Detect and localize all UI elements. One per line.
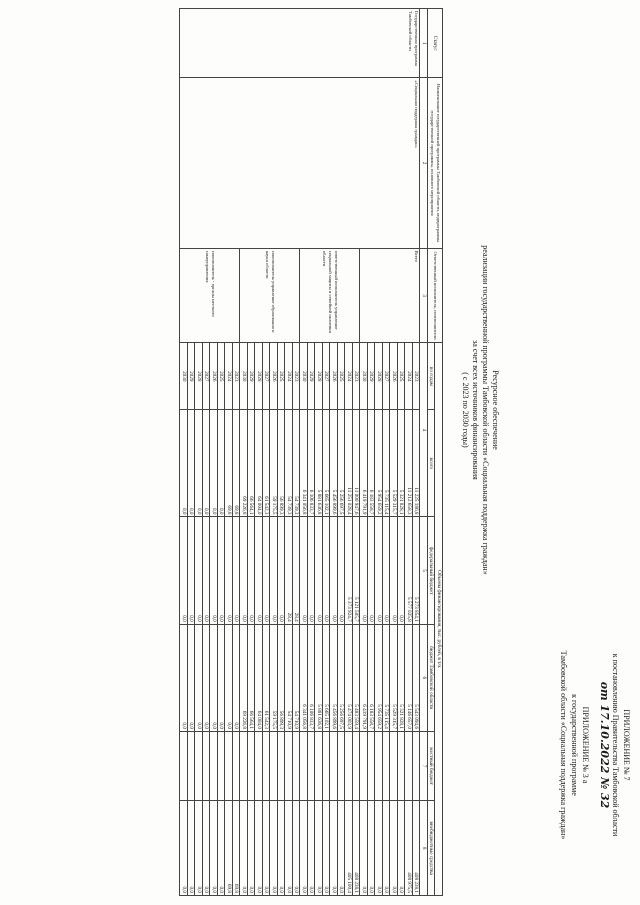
- year-cell: 2025: [218, 343, 226, 410]
- regional-cell: 6 183 558,7: [368, 624, 376, 731]
- title-line-1: Ресурсное обеспечение: [491, 370, 500, 450]
- extra-cell: 0,0: [368, 801, 376, 896]
- total-cell: 0,0: [218, 410, 226, 517]
- year-cell: 2026: [270, 343, 278, 410]
- total-cell: 5 321 828,1: [398, 410, 406, 517]
- col-year: по годам: [428, 343, 436, 410]
- federal-cell: 0,0: [210, 517, 218, 624]
- regional-cell: 5 543 094,6: [413, 624, 421, 731]
- extra-cell: 0,0: [300, 801, 308, 896]
- executor-cell: соисполнитель - органы местного самоуправления: [180, 248, 240, 343]
- year-cell: 2027: [383, 343, 391, 410]
- extra-cell: 0,0: [293, 801, 301, 896]
- year-cell: 2028: [255, 343, 263, 410]
- local-cell: [180, 731, 188, 800]
- regional-cell: 5 665 102,1: [323, 624, 331, 731]
- extra-cell: 0,0: [218, 801, 226, 896]
- regional-cell: 6 106 833,7: [308, 624, 316, 731]
- regional-cell: 0,0: [233, 624, 241, 731]
- col-executor: Ответственный исполнитель, соисполнители: [428, 248, 443, 343]
- regional-cell: 0,0: [188, 624, 196, 731]
- local-cell: [218, 731, 226, 800]
- total-cell: 61 542,3: [263, 410, 271, 517]
- local-cell: [195, 731, 203, 800]
- total-cell: 0,0: [210, 410, 218, 517]
- regional-cell: 0,0: [180, 624, 188, 731]
- federal-cell: 0,0: [375, 517, 383, 624]
- regional-cell: 5 146 657,0: [405, 624, 413, 731]
- total-cell: 5 256 697,5: [338, 410, 346, 517]
- local-cell: [353, 731, 361, 800]
- regional-cell: 0,0: [218, 624, 226, 731]
- regional-cell: 59 175,5: [270, 624, 278, 731]
- year-cell: 2027: [203, 343, 211, 410]
- year-cell: 2029: [248, 343, 256, 410]
- year-cell: 2025: [398, 343, 406, 410]
- col-funding-group: Объемы финансирования, тыс. рублей, в т.ч.: [435, 343, 443, 896]
- total-cell: 5 529 315,7: [390, 410, 398, 517]
- col-num-7: 7: [420, 731, 428, 800]
- local-cell: [300, 731, 308, 800]
- federal-cell: 5 577 025,8: [405, 517, 413, 624]
- col-regional: бюджет Тамбовской области: [428, 624, 436, 731]
- handwritten-date-number: от 17.10.2022 № 32: [598, 681, 611, 809]
- local-cell: [203, 731, 211, 800]
- program-name: Тамбовской области «Социальная поддержка граждан»: [559, 650, 568, 840]
- local-cell: [308, 731, 316, 800]
- col-num-5: 5: [420, 517, 428, 624]
- federal-cell: 0,0: [270, 517, 278, 624]
- col-num-4: 4: [420, 343, 428, 517]
- total-cell: 69,8: [233, 410, 241, 517]
- federal-cell: 28,4: [293, 517, 301, 624]
- table-row: [413, 9, 421, 896]
- federal-cell: 0,0: [315, 517, 323, 624]
- total-cell: 0,0: [203, 410, 211, 517]
- total-cell: 6 183 558,7: [368, 410, 376, 517]
- extra-cell: 0,0: [390, 801, 398, 896]
- federal-cell: 0,0: [263, 517, 271, 624]
- total-cell: 5 954 659,2: [375, 410, 383, 517]
- title-line-2: реализации государственной программы Тамбовской области «Социальная поддержка граждан»: [481, 245, 490, 575]
- federal-cell: 0,0: [180, 517, 188, 624]
- appendix-7-label: ПРИЛОЖЕНИЕ № 7: [622, 709, 631, 781]
- regional-cell: 54 710,9: [285, 624, 293, 731]
- local-cell: [233, 731, 241, 800]
- local-cell: [255, 731, 263, 800]
- total-cell: 11 000 947,6: [353, 410, 361, 517]
- regional-cell: 5 954 659,2: [375, 624, 383, 731]
- local-cell: [330, 731, 338, 800]
- year-cell: 2024: [345, 343, 353, 410]
- extra-cell: 69,8: [233, 801, 241, 896]
- extra-cell: 0,0: [180, 801, 188, 896]
- total-cell: 0,0: [180, 410, 188, 517]
- year-cell: 2029: [308, 343, 316, 410]
- local-cell: [383, 731, 391, 800]
- year-cell: 2023: [293, 343, 301, 410]
- regional-cell: 5 529 315,7: [390, 624, 398, 731]
- extra-cell: 0,0: [315, 801, 323, 896]
- col-num-3: 3: [420, 248, 428, 343]
- program-status-cell: Государственная программа Тамбовской области: [180, 9, 420, 78]
- federal-cell: 0,0: [203, 517, 211, 624]
- extra-cell: 0,0: [203, 801, 211, 896]
- local-cell: [405, 731, 413, 800]
- total-cell: 69,8: [225, 410, 233, 517]
- document-header: [558, 610, 632, 880]
- federal-cell: 0,0: [248, 517, 256, 624]
- federal-cell: 0,0: [300, 517, 308, 624]
- decree-reference: к постановлению Правительства Тамбовской области: [611, 653, 620, 837]
- year-cell: 2030: [240, 343, 248, 410]
- total-cell: 54 739,3: [285, 410, 293, 517]
- extra-cell: 408 238,1: [413, 801, 421, 896]
- regional-cell: 0,0: [210, 624, 218, 731]
- year-cell: 2030: [300, 343, 308, 410]
- year-cell: 2028: [375, 343, 383, 410]
- regional-cell: 0,0: [203, 624, 211, 731]
- year-cell: 2023: [233, 343, 241, 410]
- extra-cell: 0,0: [255, 801, 263, 896]
- total-cell: 11 251 028,4: [345, 410, 353, 517]
- regional-cell: 5 735 115,4: [383, 624, 391, 731]
- col-num-1: 1: [420, 9, 428, 78]
- local-cell: [210, 731, 218, 800]
- federal-cell: 28,4: [285, 517, 293, 624]
- total-cell: 54 739,3: [293, 410, 301, 517]
- extra-cell: 0,0: [308, 801, 316, 896]
- year-cell: 2028: [195, 343, 203, 410]
- col-num-6: 6: [420, 624, 428, 731]
- local-cell: [375, 731, 383, 800]
- program-name-cell: «Социальная поддержка граждан»: [180, 78, 420, 248]
- year-cell: 2028: [315, 343, 323, 410]
- col-local: местный бюджет: [428, 731, 436, 800]
- total-cell: 11 212 658,3: [405, 410, 413, 517]
- federal-cell: 5 373 924,7: [345, 517, 353, 624]
- regional-cell: 56 899,3: [278, 624, 286, 731]
- federal-cell: 5 121 505,7: [353, 517, 361, 624]
- year-cell: 2026: [210, 343, 218, 410]
- federal-cell: 0,0: [308, 517, 316, 624]
- year-cell: 2029: [188, 343, 196, 410]
- total-cell: 6 341 056,8: [300, 410, 308, 517]
- year-cell: 2030: [360, 343, 368, 410]
- year-cell: 2029: [368, 343, 376, 410]
- local-cell: [278, 731, 286, 800]
- local-cell: [263, 731, 271, 800]
- local-cell: [240, 731, 248, 800]
- extra-cell: 0,0: [398, 801, 406, 896]
- extra-cell: 0,0: [263, 801, 271, 896]
- appendix-3a-label: ПРИЛОЖЕНИЕ № 3 а: [581, 706, 590, 784]
- local-cell: [368, 731, 376, 800]
- total-cell: 11 225 186,8: [413, 410, 421, 517]
- federal-cell: 5 273 854,1: [413, 517, 421, 624]
- federal-cell: 0,0: [323, 517, 331, 624]
- federal-cell: 0,0: [278, 517, 286, 624]
- regional-cell: 64 004,0: [255, 624, 263, 731]
- federal-cell: 0,0: [338, 517, 346, 624]
- col-name: Наименование государственной программы Тамбовской области, подпрограммы государственной программы, основного мероприятия: [428, 78, 443, 248]
- federal-cell: 0,0: [225, 517, 233, 624]
- regional-cell: 6 419 791,9: [360, 624, 368, 731]
- regional-cell: 0,0: [195, 624, 203, 731]
- year-cell: 2027: [323, 343, 331, 410]
- extra-cell: 69,8: [225, 801, 233, 896]
- total-cell: 56 899,3: [278, 410, 286, 517]
- local-cell: [270, 731, 278, 800]
- total-cell: 66 564,1: [248, 410, 256, 517]
- regional-cell: 5 321 828,1: [398, 624, 406, 731]
- local-cell: [390, 731, 398, 800]
- regional-cell: 69 226,8: [240, 624, 248, 731]
- year-cell: 2026: [330, 343, 338, 410]
- executor-cell: соисполнитель управление образования и науки области: [240, 248, 300, 343]
- extra-cell: 405 100,4: [345, 801, 353, 896]
- title-line-3: за счет всех источников финансирования: [471, 340, 480, 480]
- total-cell: 5 735 115,4: [383, 410, 391, 517]
- funding-table: [180, 8, 444, 896]
- local-cell: [285, 731, 293, 800]
- col-total: всего: [428, 410, 436, 517]
- local-cell: [323, 731, 331, 800]
- local-cell: [248, 731, 256, 800]
- federal-cell: 0,0: [195, 517, 203, 624]
- year-cell: 2030: [180, 343, 188, 410]
- col-extra: внебюджетные средства: [428, 801, 436, 896]
- extra-cell: 0,0: [240, 801, 248, 896]
- year-cell: 2025: [338, 343, 346, 410]
- col-num-8: 8: [420, 801, 428, 896]
- total-cell: 5 665 102,1: [323, 410, 331, 517]
- local-cell: [293, 731, 301, 800]
- extra-cell: 0,0: [285, 801, 293, 896]
- local-cell: [315, 731, 323, 800]
- title-line-4: ( с 2023 по 2030 годы): [461, 372, 470, 448]
- executor-cell: ответственный исполнитель управление социальной защиты и семейной политики области: [300, 248, 360, 343]
- federal-cell: 0,0: [383, 517, 391, 624]
- extra-cell: 0,0: [360, 801, 368, 896]
- extra-cell: 408 238,1: [353, 801, 361, 896]
- federal-cell: 0,0: [218, 517, 226, 624]
- local-cell: [188, 731, 196, 800]
- extra-cell: 0,0: [188, 801, 196, 896]
- extra-cell: 0,0: [270, 801, 278, 896]
- year-cell: 2023: [353, 343, 361, 410]
- federal-cell: 0,0: [390, 517, 398, 624]
- federal-cell: 0,0: [188, 517, 196, 624]
- federal-cell: 0,0: [398, 517, 406, 624]
- year-cell: 2023: [413, 343, 421, 410]
- extra-cell: 0,0: [278, 801, 286, 896]
- total-cell: 5 456 899,6: [330, 410, 338, 517]
- extra-cell: 0,0: [330, 801, 338, 896]
- regional-cell: 5 256 697,5: [338, 624, 346, 731]
- federal-cell: 0,0: [368, 517, 376, 624]
- year-cell: 2026: [390, 343, 398, 410]
- program-reference: к государственной программе: [570, 694, 579, 796]
- total-cell: 0,0: [195, 410, 203, 517]
- regional-cell: 5 474 003,9: [345, 624, 353, 731]
- extra-cell: 0,0: [375, 801, 383, 896]
- col-status: Статус: [428, 9, 443, 78]
- table-body: [180, 9, 420, 896]
- total-cell: 5 881 636,8: [315, 410, 323, 517]
- executor-cell: Всего: [360, 248, 420, 343]
- local-cell: [338, 731, 346, 800]
- federal-cell: 0,0: [233, 517, 241, 624]
- local-cell: [413, 731, 421, 800]
- regional-cell: 5 483 559,4: [353, 624, 361, 731]
- extra-cell: 0,0: [323, 801, 331, 896]
- regional-cell: 66 564,1: [248, 624, 256, 731]
- extra-cell: 408 975,5: [405, 801, 413, 896]
- federal-cell: 0,0: [360, 517, 368, 624]
- document-title: [460, 150, 500, 670]
- local-cell: [360, 731, 368, 800]
- total-cell: 6 419 791,9: [360, 410, 368, 517]
- extra-cell: 0,0: [338, 801, 346, 896]
- year-cell: 2024: [405, 343, 413, 410]
- year-cell: 2027: [263, 343, 271, 410]
- local-cell: [345, 731, 353, 800]
- regional-cell: 5 456 899,6: [330, 624, 338, 731]
- local-cell: [225, 731, 233, 800]
- regional-cell: 0,0: [225, 624, 233, 731]
- regional-cell: 54 710,9: [293, 624, 301, 731]
- year-cell: 2024: [285, 343, 293, 410]
- total-cell: 69 226,8: [240, 410, 248, 517]
- total-cell: 6 106 833,7: [308, 410, 316, 517]
- total-cell: 59 175,5: [270, 410, 278, 517]
- extra-cell: 0,0: [210, 801, 218, 896]
- federal-cell: 0,0: [255, 517, 263, 624]
- extra-cell: 0,0: [195, 801, 203, 896]
- year-cell: 2024: [225, 343, 233, 410]
- year-cell: 2025: [278, 343, 286, 410]
- regional-cell: 6 341 056,8: [300, 624, 308, 731]
- local-cell: [398, 731, 406, 800]
- total-cell: 0,0: [188, 410, 196, 517]
- regional-cell: 61 542,3: [263, 624, 271, 731]
- federal-cell: 0,0: [240, 517, 248, 624]
- total-cell: 64 004,0: [255, 410, 263, 517]
- col-num-2: 2: [420, 78, 428, 248]
- federal-cell: 0,0: [330, 517, 338, 624]
- col-federal: федеральный бюджет: [428, 517, 436, 624]
- extra-cell: 0,0: [383, 801, 391, 896]
- extra-cell: 0,0: [248, 801, 256, 896]
- regional-cell: 5 881 636,8: [315, 624, 323, 731]
